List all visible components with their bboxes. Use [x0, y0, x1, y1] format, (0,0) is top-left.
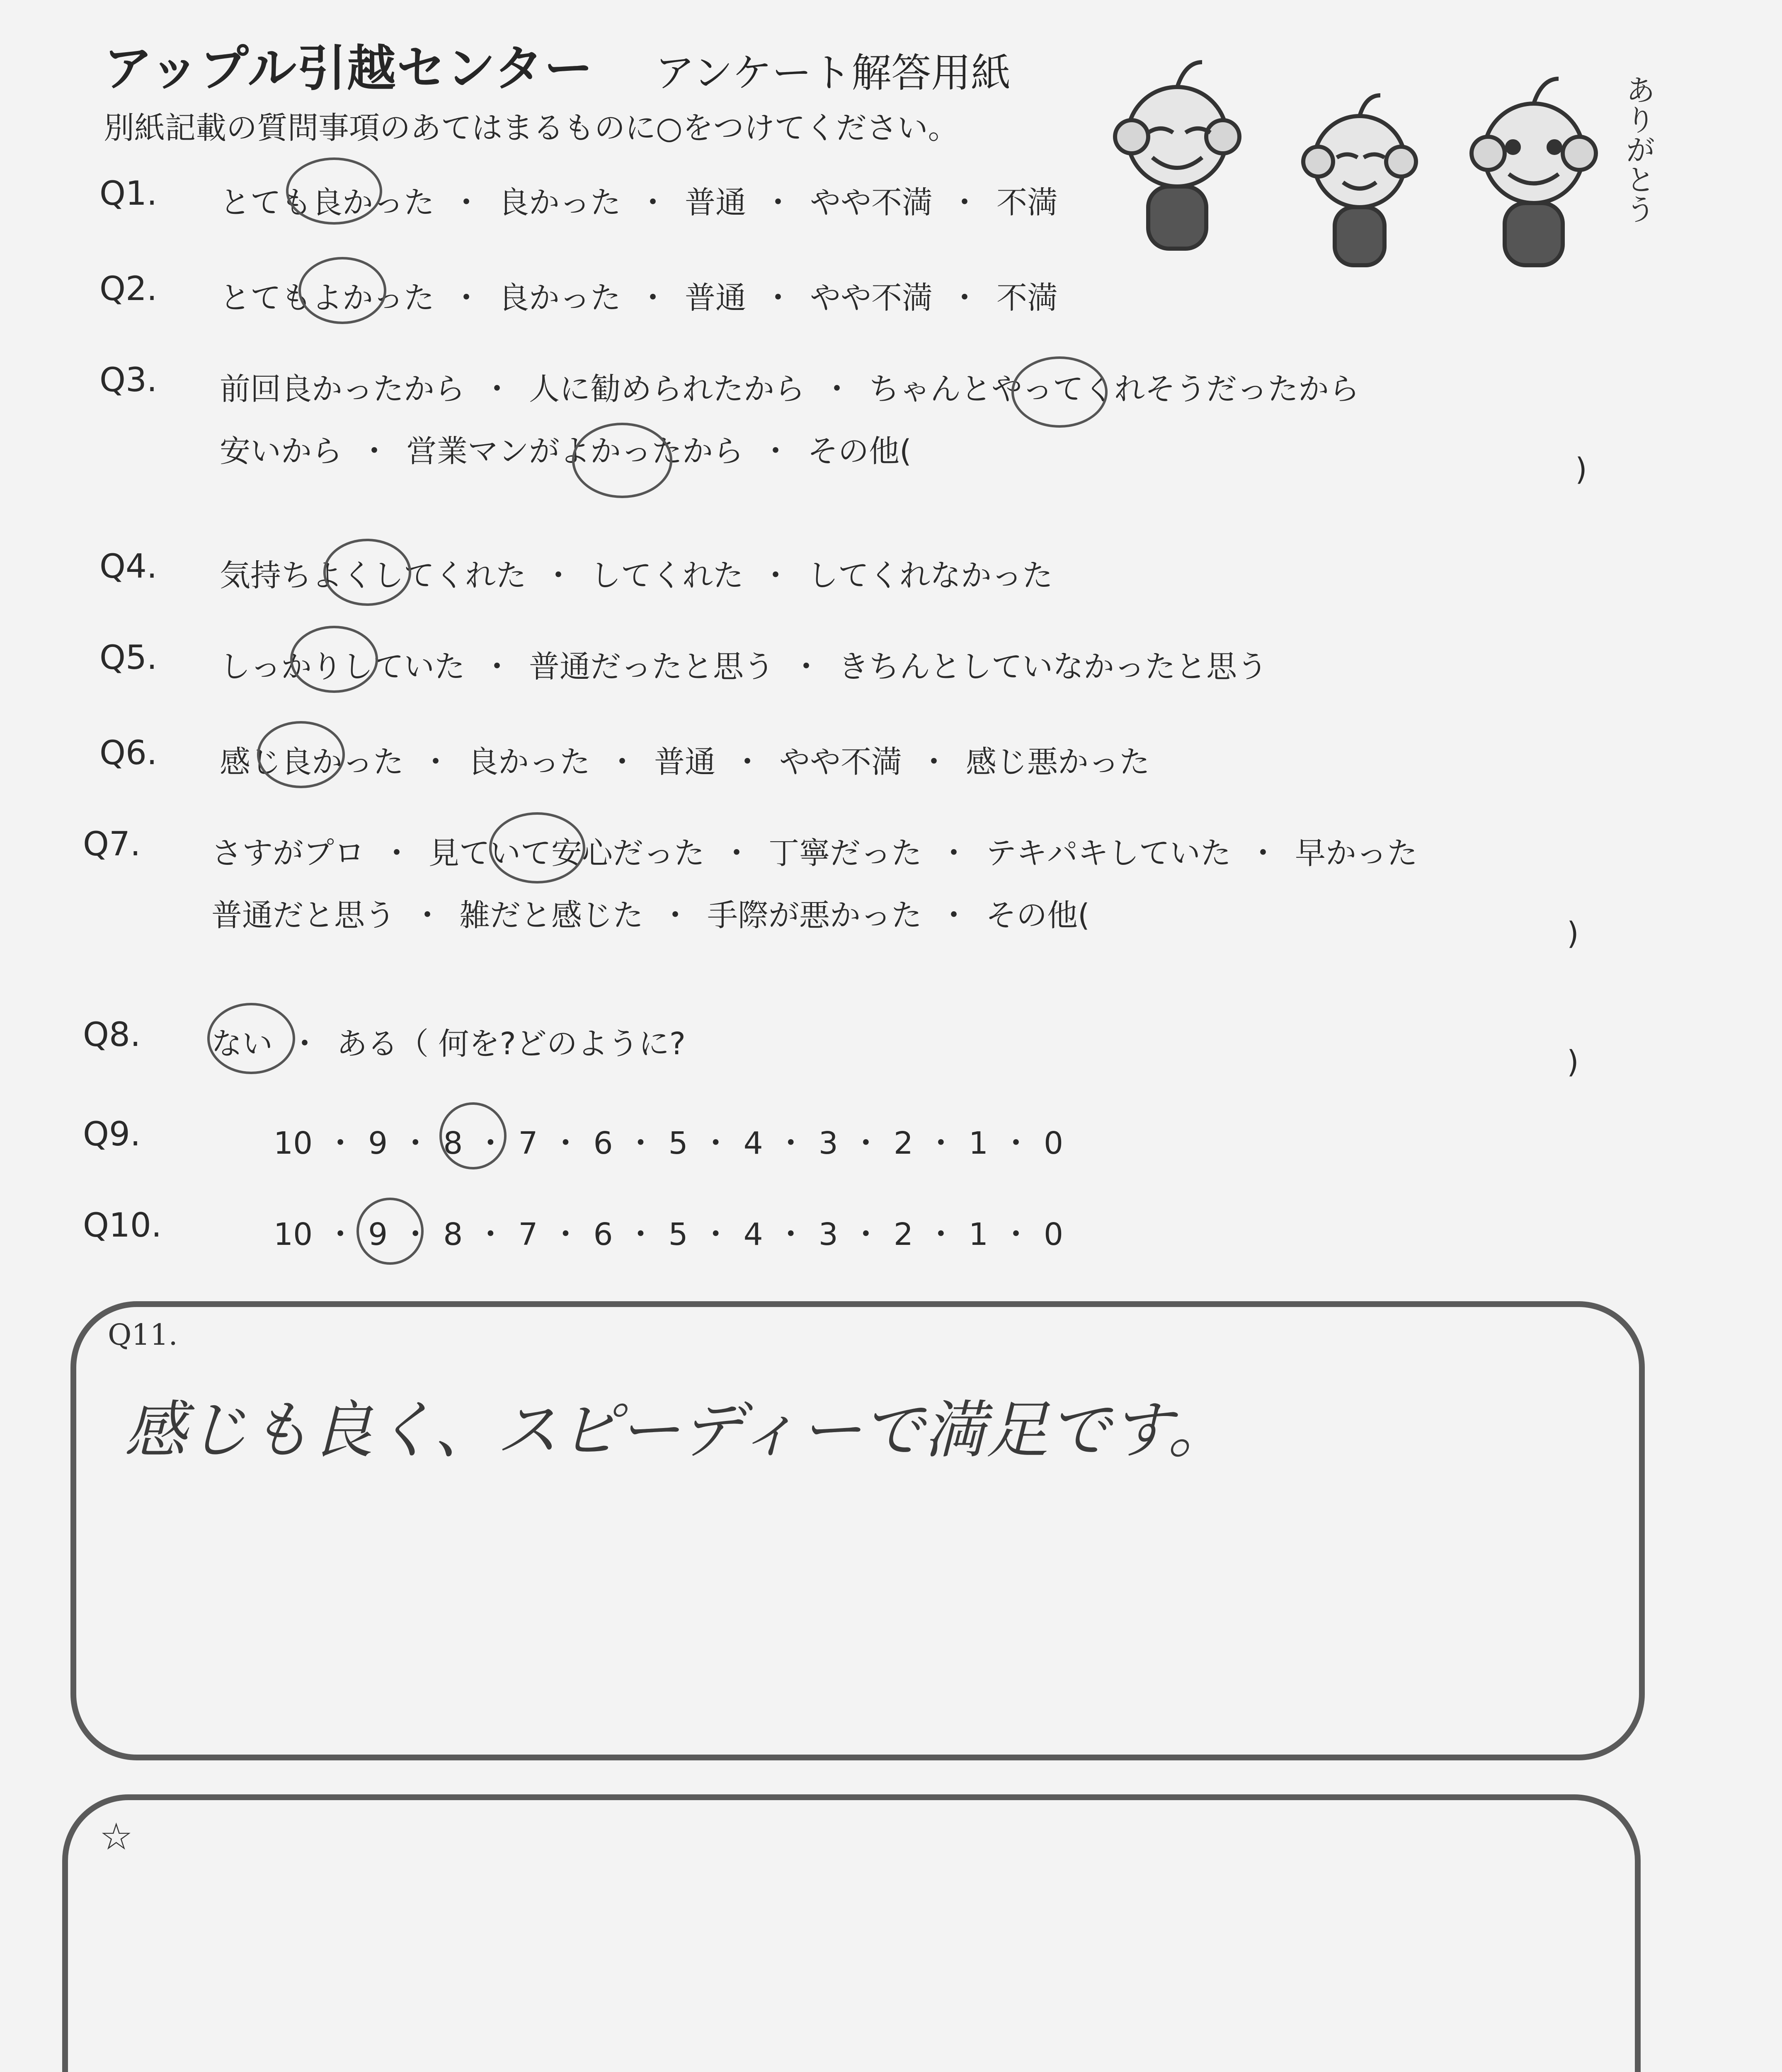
option-separator: ・: [822, 371, 852, 407]
q3-close-paren: ): [1575, 452, 1587, 487]
option-separator: ・: [925, 1126, 956, 1161]
option-separator: ・: [925, 1217, 956, 1252]
question-6-options-line-1: [220, 738, 1150, 782]
option-separator: ・: [400, 1126, 431, 1161]
q7-close-paren: ): [1567, 916, 1579, 951]
answer-option[interactable]: 0: [1044, 1126, 1064, 1161]
answer-circle-q2: [298, 257, 386, 324]
answer-option[interactable]: 良かった: [468, 744, 590, 780]
answer-option[interactable]: 良かった: [498, 185, 621, 220]
instruction-text: 別紙記載の質問事項のあてはまるものに○をつけてください。: [104, 110, 959, 146]
question-7-options-line-1: [211, 829, 1418, 873]
answer-option[interactable]: 1: [968, 1217, 989, 1252]
answer-option[interactable]: やや不満: [810, 280, 933, 316]
option-separator: ・: [760, 558, 791, 593]
answer-option[interactable]: 前回良かったから: [220, 371, 465, 407]
answer-circle-q9: [439, 1102, 507, 1169]
answer-option[interactable]: 早かった: [1295, 835, 1418, 871]
answer-option[interactable]: 普通だったと思う: [529, 649, 774, 685]
option-separator: ・: [763, 280, 793, 316]
option-separator: ・: [412, 898, 443, 933]
star-comment-box: [62, 1794, 1641, 2072]
answer-option[interactable]: ある（ 何を?どのように?: [337, 1026, 686, 1062]
answer-option[interactable]: とてもよかった: [220, 280, 434, 316]
answer-option[interactable]: 安いから: [220, 433, 342, 469]
question-number-9: Q9.: [83, 1115, 141, 1153]
question-number-10: Q10.: [83, 1206, 162, 1244]
question-7-options-line-2: [211, 891, 1090, 935]
question-number-7: Q7.: [83, 825, 141, 863]
option-separator: ・: [420, 744, 451, 780]
monkey-mascots-illustration: [1103, 50, 1666, 282]
option-separator: ・: [607, 744, 638, 780]
answer-option[interactable]: ちゃんとやってくれそうだったから: [869, 371, 1360, 407]
option-separator: ・: [1001, 1217, 1032, 1252]
answer-option[interactable]: してくれなかった: [807, 558, 1053, 593]
answer-circle-q3a: [1011, 356, 1108, 428]
answer-option[interactable]: さすがプロ: [211, 835, 365, 871]
answer-option[interactable]: その他(: [807, 433, 912, 469]
answer-option[interactable]: 営業マンがよかったから: [406, 433, 744, 469]
question-number-4: Q4.: [99, 547, 158, 586]
mascot-caption: ありがとう: [1621, 75, 1656, 224]
option-separator: ・: [949, 280, 980, 316]
q8-close-paren: ): [1567, 1044, 1579, 1080]
answer-option[interactable]: 6: [593, 1217, 613, 1252]
q11-comment-box: [70, 1301, 1645, 1760]
question-number-6: Q6.: [99, 733, 158, 772]
answer-option[interactable]: 3: [818, 1217, 838, 1252]
answer-option[interactable]: やや不満: [779, 744, 902, 780]
answer-option[interactable]: 普通: [685, 280, 746, 316]
answer-option[interactable]: 雑だと感じた: [459, 898, 643, 933]
answer-option[interactable]: 7: [518, 1217, 538, 1252]
answer-option[interactable]: 9: [368, 1217, 388, 1252]
option-separator: ・: [451, 185, 482, 220]
option-separator: ・: [550, 1217, 581, 1252]
question-number-1: Q1.: [99, 174, 158, 213]
answer-option[interactable]: 不満: [996, 185, 1058, 220]
form-title: アンケート解答用紙: [655, 50, 1011, 96]
option-separator: ・: [475, 1217, 506, 1252]
option-separator: ・: [763, 185, 793, 220]
option-separator: ・: [775, 1126, 806, 1161]
answer-option[interactable]: 10: [274, 1217, 313, 1252]
q11-handwritten-answer: 感じも良く、スピーディーで満足です。: [124, 1394, 1230, 1467]
option-separator: ・: [325, 1126, 356, 1161]
option-separator: ・: [638, 185, 668, 220]
option-separator: ・: [1001, 1126, 1032, 1161]
answer-option[interactable]: 手際が悪かった: [707, 898, 922, 933]
option-separator: ・: [625, 1217, 656, 1252]
option-separator: ・: [791, 649, 822, 685]
answer-option[interactable]: 見ていて安心だった: [429, 835, 705, 871]
answer-option[interactable]: 9: [368, 1126, 388, 1161]
option-separator: ・: [451, 280, 482, 316]
option-separator: ・: [381, 835, 412, 871]
option-separator: ・: [938, 835, 969, 871]
answer-option[interactable]: その他(: [986, 898, 1090, 933]
q11-label: Q11.: [108, 1318, 178, 1352]
answer-option[interactable]: 10: [274, 1126, 313, 1161]
option-separator: ・: [325, 1217, 356, 1252]
answer-option[interactable]: 2: [893, 1126, 913, 1161]
answer-circle-q6: [257, 721, 345, 788]
option-separator: ・: [700, 1126, 731, 1161]
star-label: ☆: [99, 1815, 133, 1859]
answer-option[interactable]: やや不満: [810, 185, 933, 220]
question-3-options-line-2: [220, 427, 912, 471]
option-separator: ・: [1248, 835, 1278, 871]
answer-option[interactable]: 普通: [685, 185, 746, 220]
option-separator: ・: [850, 1217, 881, 1252]
answer-circle-q4: [323, 539, 411, 606]
answer-option[interactable]: 感じ悪かった: [966, 744, 1150, 780]
answer-option[interactable]: しっかりしていた: [220, 649, 465, 685]
question-number-3: Q3.: [99, 361, 158, 399]
answer-option[interactable]: 2: [893, 1217, 913, 1252]
answer-option[interactable]: 気持ちよくしてくれた: [220, 558, 526, 593]
answer-circle-q7: [489, 812, 585, 884]
answer-option[interactable]: 感じ良かった: [220, 744, 404, 780]
option-separator: ・: [949, 185, 980, 220]
company-title: アップル引越センター: [104, 40, 594, 97]
option-separator: ・: [475, 1126, 506, 1161]
option-separator: ・: [625, 1126, 656, 1161]
question-3-options-line-1: [220, 365, 1360, 409]
answer-option[interactable]: 6: [593, 1126, 613, 1161]
question-number-8: Q8.: [83, 1015, 141, 1054]
answer-circle-q5: [290, 626, 378, 693]
option-separator: ・: [543, 558, 574, 593]
option-separator: ・: [700, 1217, 731, 1252]
answer-option[interactable]: 5: [668, 1217, 688, 1252]
option-separator: ・: [850, 1126, 881, 1161]
answer-option[interactable]: ない: [211, 1026, 273, 1062]
option-separator: ・: [482, 371, 512, 407]
question-number-2: Q2.: [99, 269, 158, 308]
option-separator: ・: [938, 898, 969, 933]
answer-option[interactable]: 3: [818, 1126, 838, 1161]
answer-option[interactable]: 8: [443, 1217, 463, 1252]
answer-option[interactable]: 7: [518, 1126, 538, 1161]
option-separator: ・: [359, 433, 390, 469]
question-number-5: Q5.: [99, 638, 158, 677]
option-separator: ・: [721, 835, 752, 871]
option-separator: ・: [550, 1126, 581, 1161]
answer-option[interactable]: 1: [968, 1126, 989, 1161]
option-separator: ・: [482, 649, 512, 685]
option-separator: ・: [775, 1217, 806, 1252]
option-separator: ・: [638, 280, 668, 316]
answer-option[interactable]: 人に勧められたから: [529, 371, 805, 407]
answer-circle-q8: [207, 1003, 295, 1074]
option-separator: ・: [660, 898, 691, 933]
answer-option[interactable]: 良かった: [498, 280, 621, 316]
answer-circle-q1: [286, 157, 382, 225]
answer-option[interactable]: 普通: [654, 744, 715, 780]
answer-option[interactable]: きちんとしていなかったと思う: [838, 649, 1268, 685]
option-separator: ・: [732, 744, 763, 780]
answer-circle-q10: [356, 1198, 424, 1265]
answer-option[interactable]: とても良かった: [220, 185, 434, 220]
answer-circle-q3b: [572, 423, 672, 498]
answer-option[interactable]: 4: [743, 1217, 763, 1252]
option-separator: ・: [760, 433, 791, 469]
answer-option[interactable]: 不満: [996, 280, 1058, 316]
answer-option[interactable]: 0: [1044, 1217, 1064, 1252]
answer-option[interactable]: 5: [668, 1126, 688, 1161]
answer-option[interactable]: してくれた: [590, 558, 744, 593]
option-separator: ・: [400, 1217, 431, 1252]
answer-option[interactable]: 8: [443, 1126, 463, 1161]
answer-option[interactable]: テキパキしていた: [986, 835, 1231, 871]
answer-option[interactable]: 4: [743, 1126, 763, 1161]
option-separator: ・: [919, 744, 949, 780]
option-separator: ・: [289, 1026, 320, 1062]
question-9-options-line-1: [274, 1119, 1063, 1163]
answer-option[interactable]: 丁寧だった: [769, 835, 922, 871]
answer-option[interactable]: 普通だと思う: [211, 898, 395, 933]
